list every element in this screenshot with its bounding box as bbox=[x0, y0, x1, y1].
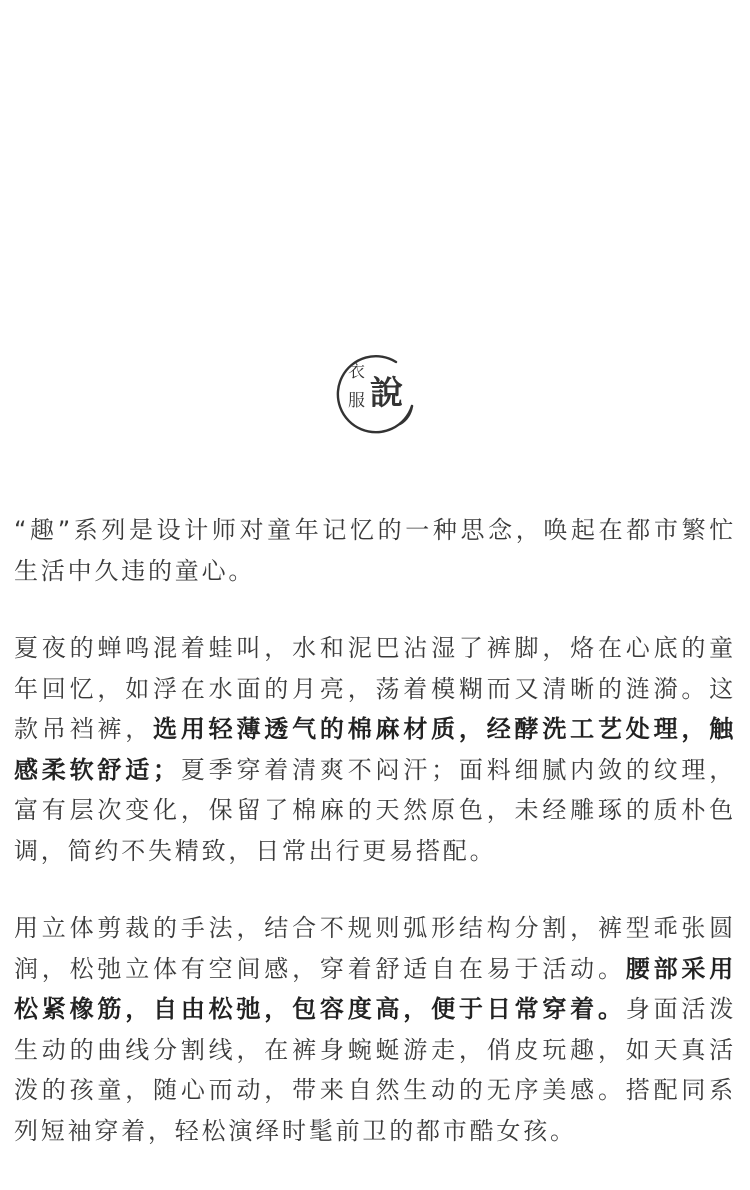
paragraph-segment: 身面活泼生动的曲线分割线，在裤身蜿蜒游走，俏皮玩趣，如天真活泼的孩童，随心而动，带来自然生动的无序美感。搭配同系列短袖穿着，轻松演绎时髦前卫的都市酷女孩。 bbox=[14, 995, 736, 1145]
paragraph-segment: “趣”系列是设计师对童年记忆的一种思念，唤起在都市繁忙生活中久违的童心。 bbox=[14, 516, 736, 585]
paragraph-highlight: 选用轻薄透气的棉麻材质，经酵洗工艺处理，触感柔软舒适； bbox=[14, 715, 736, 784]
paragraph-intro bbox=[14, 510, 736, 591]
logo-char-bottom: 服 bbox=[348, 391, 365, 411]
logo-char-top: 衣 bbox=[348, 362, 365, 382]
logo-char-main: 說 bbox=[370, 373, 402, 412]
paragraph-cut bbox=[14, 908, 736, 1151]
logo-yifushuo bbox=[334, 352, 420, 438]
paragraph-segment: 夏季穿着清爽不闷汗；面料细腻内敛的纹理，富有层次变化，保留了棉麻的天然原色，未经雕琢的质朴色调，简约不失精致，日常出行更易搭配。 bbox=[14, 755, 736, 865]
paragraph-segment: 用立体剪裁的手法，结合不规则弧形结构分割，裤型乖张圆润，松弛立体有空间感，穿着舒适自在易于活动。 bbox=[14, 914, 736, 983]
paragraph-highlight: 腰部采用松紧橡筋，自由松弛，包容度高，便于日常穿着。 bbox=[14, 954, 736, 1023]
article-body bbox=[14, 510, 736, 1188]
paragraph-material bbox=[14, 628, 736, 871]
paragraph-segment: 夏夜的蝉鸣混着蛙叫，水和泥巴沾湿了裤脚，烙在心底的童年回忆，如浮在水面的月亮，荡着模糊而又清晰的涟漪。这款吊裆裤， bbox=[14, 634, 736, 743]
